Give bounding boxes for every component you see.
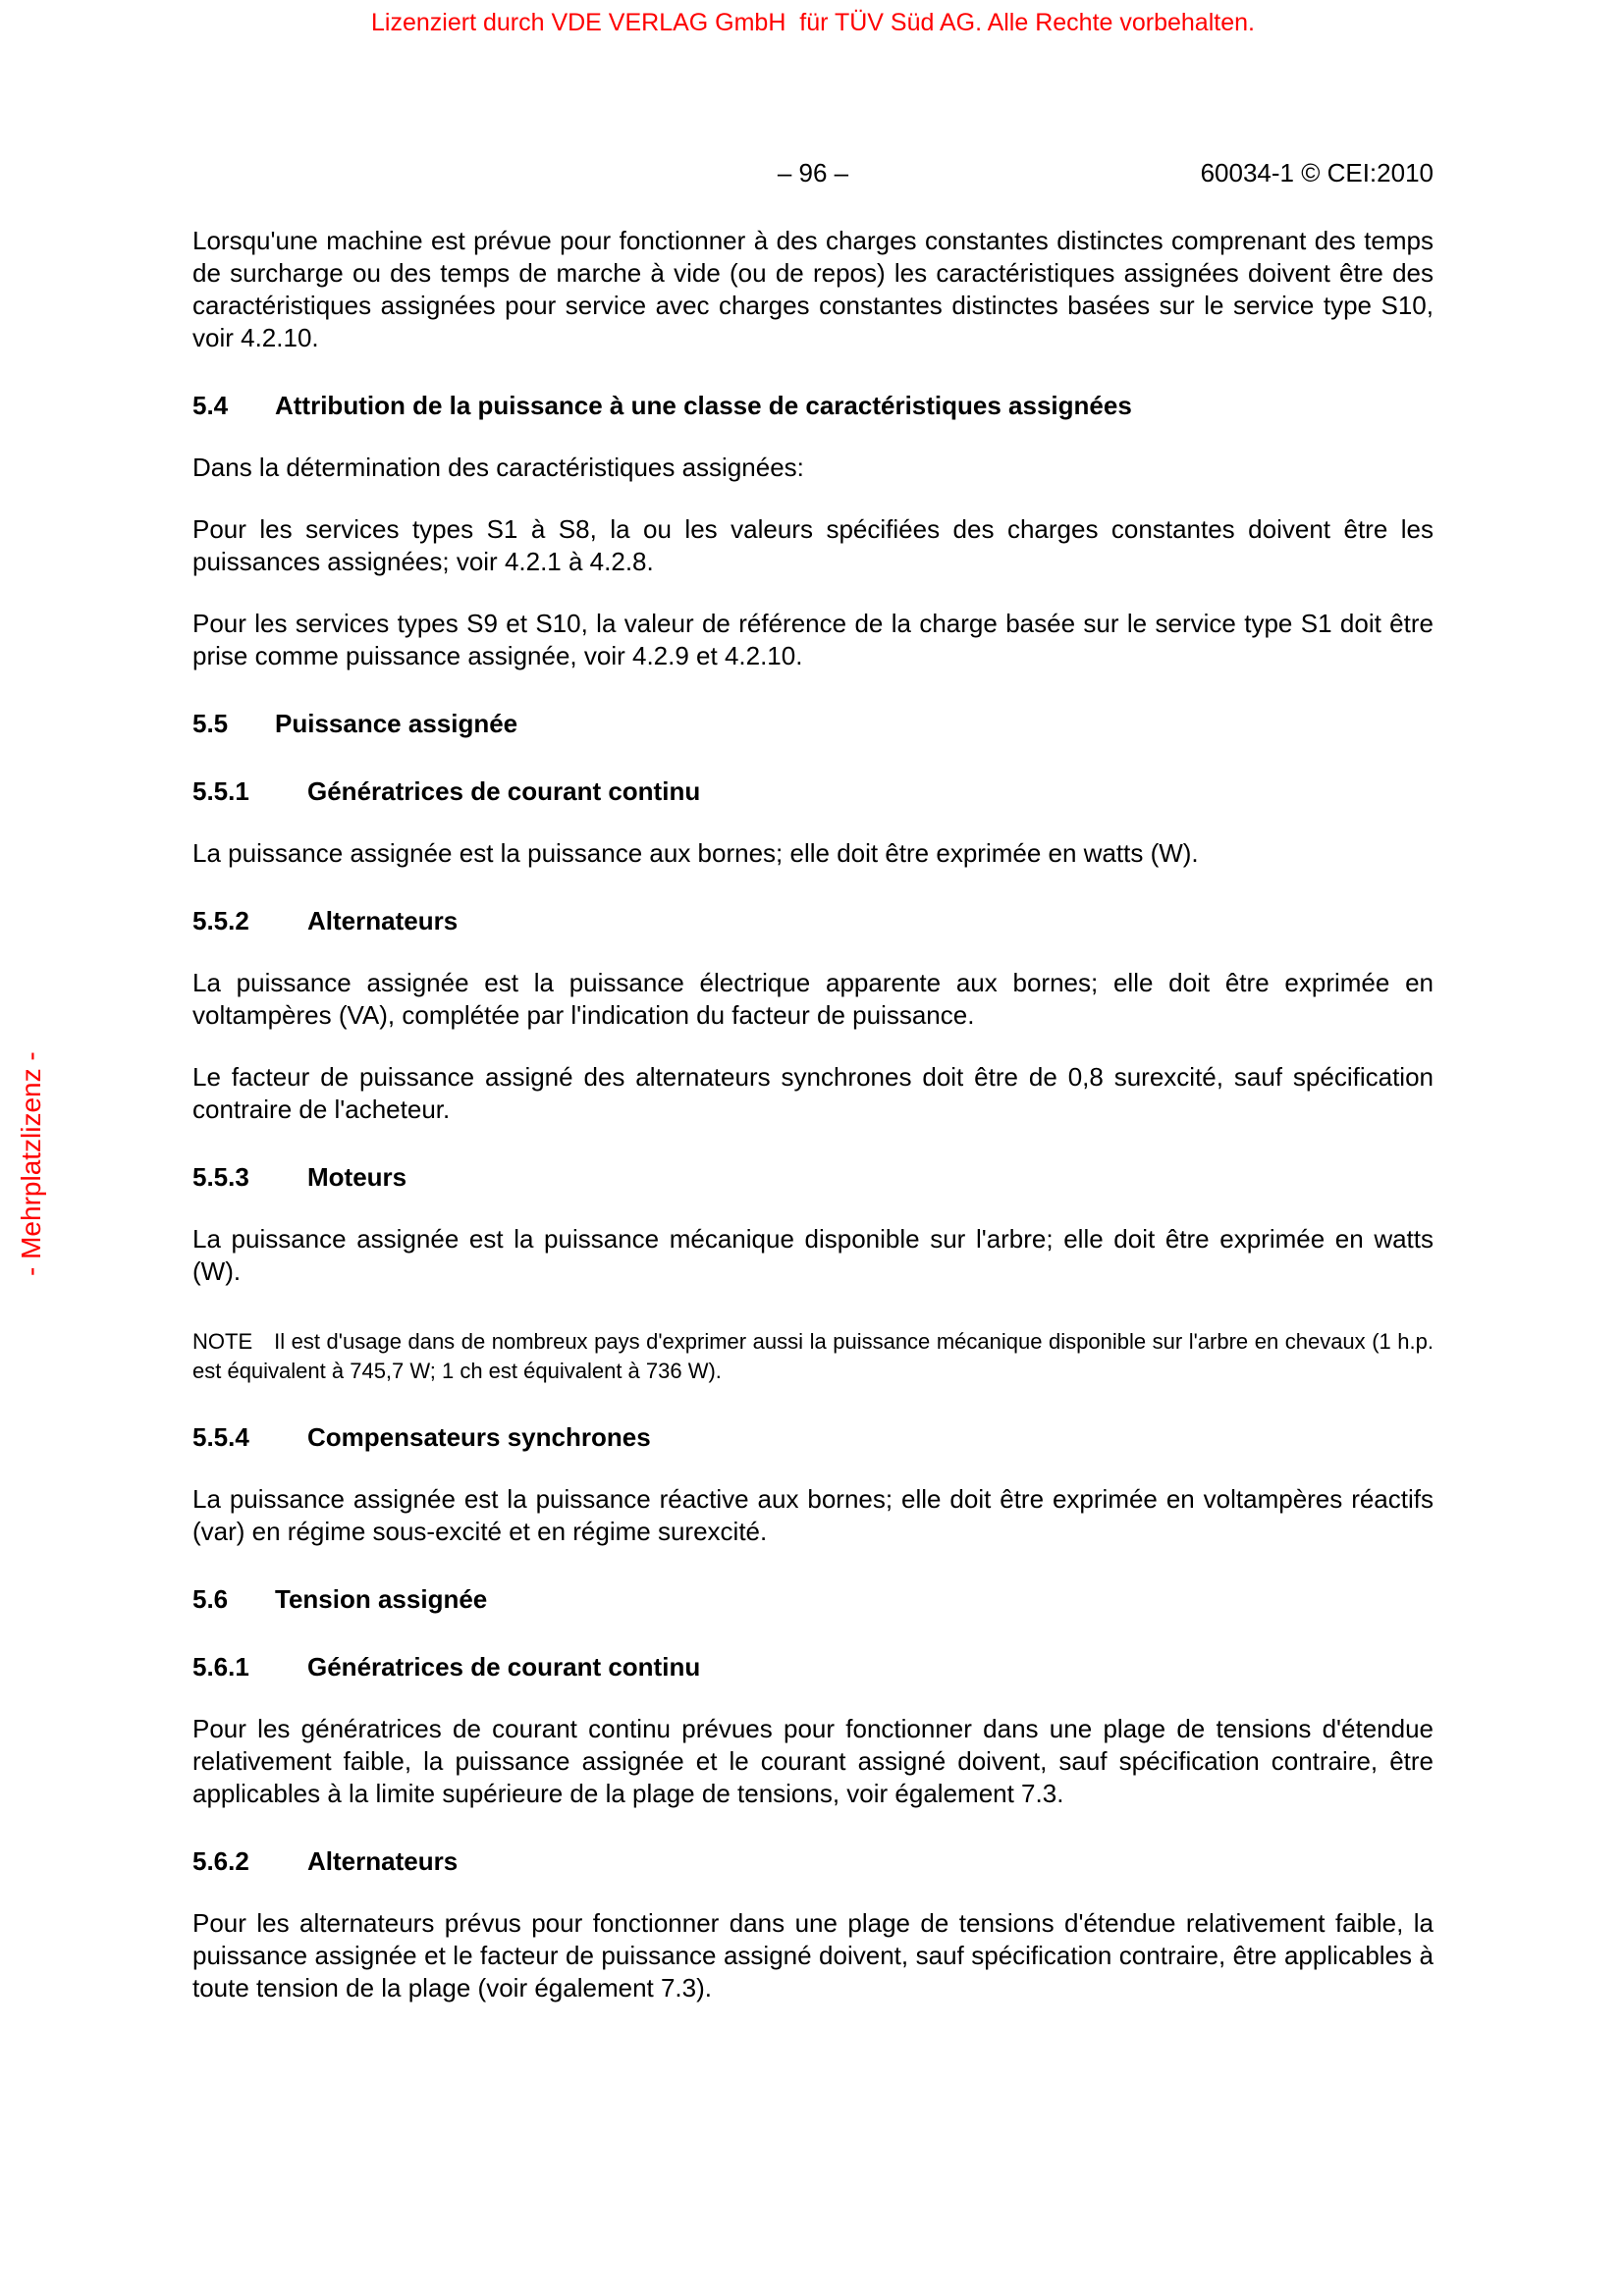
section-number: 5.5.2 (192, 906, 249, 935)
section-heading (192, 1845, 1434, 1878)
paragraph: La puissance assignée est la puissance aux bornes; elle doit être exprimée en watts (W). (192, 838, 1199, 868)
section-title: Puissance assignée (275, 709, 518, 738)
paragraph: La puissance assignée est la puissance électrique apparente aux bornes; elle doit être exprimée en voltampères (VA), complétée par l'indication du facteur de puissance. (192, 968, 1434, 1030)
paragraph: Dans la détermination des caractéristiques assignées: (192, 453, 804, 482)
paragraph: Le facteur de puissance assigné des alternateurs synchrones doit être de 0,8 surexcité, sauf spécification contraire de l'acheteur. (192, 1062, 1434, 1124)
section-heading (192, 1161, 1434, 1194)
page-header (192, 157, 1434, 189)
note-block: NOTE Il est d'usage dans de nombreux pays d'exprimer aussi la puissance mécanique disponible sur l'arbre en chevaux (1 h.p. est équivalent à 745,7 W; 1 ch est équivalent à 736 W). (192, 1329, 1434, 1383)
page-number: – 96 – (777, 158, 849, 187)
section-heading (192, 1651, 1434, 1683)
section-heading (192, 390, 1434, 422)
paragraph: Pour les génératrices de courant continu prévues pour fonctionner dans une plage de tensions d'étendue relativement faible, la puissance assignée et le courant assigné doivent, sauf spécification contraire, être applicables à la limite supérieure de la plage de tensions, voir également 7.3. (192, 1714, 1434, 1808)
section-number: 5.5 (192, 709, 229, 738)
license-notice: Lizenziert durch VDE VERLAG GmbH für TÜV Süd AG. Alle Rechte vorbehalten. (371, 9, 1255, 36)
paragraph: Pour les alternateurs prévus pour fonctionner dans une plage de tensions d'étendue relativement faible, la puissance assignée et le facteur de puissance assigné doivent, sauf spécification contraire, être applicables à toute tension de la plage (voir également 7.3). (192, 1908, 1434, 2002)
content-column (192, 0, 1434, 2004)
section-number: 5.5.3 (192, 1162, 249, 1192)
section-heading (192, 708, 1434, 740)
paragraph: Pour les services types S9 et S10, la valeur de référence de la charge basée sur le service type S1 doit être prise comme puissance assignée, voir 4.2.9 et 4.2.10. (192, 609, 1434, 670)
paragraph: La puissance assignée est la puissance mécanique disponible sur l'arbre; elle doit être exprimée en watts (W). (192, 1224, 1434, 1286)
section-title: Génératrices de courant continu (307, 1652, 701, 1682)
section-heading (192, 905, 1434, 937)
section-number: 5.5.4 (192, 1422, 249, 1452)
multi-seat-license-watermark: - Mehrplatzlizenz - (16, 1051, 46, 1276)
section-title: Moteurs (307, 1162, 407, 1192)
section-title: Attribution de la puissance à une classe de caractéristiques assignées (275, 391, 1132, 420)
section-heading (192, 775, 1434, 808)
section-title: Alternateurs (307, 906, 459, 935)
section-title: Génératrices de courant continu (307, 776, 701, 806)
section-number: 5.6 (192, 1584, 229, 1614)
section-heading (192, 1421, 1434, 1454)
section-title: Tension assignée (275, 1584, 488, 1614)
document-body (192, 225, 1434, 2004)
section-title: Compensateurs synchrones (307, 1422, 651, 1452)
section-number: 5.6.2 (192, 1846, 249, 1876)
paragraph: La puissance assignée est la puissance réactive aux bornes; elle doit être exprimée en voltampères réactifs (var) en régime sous-excité et en régime surexcité. (192, 1484, 1434, 1546)
section-title: Alternateurs (307, 1846, 459, 1876)
section-number: 5.5.1 (192, 776, 249, 806)
section-number: 5.6.1 (192, 1652, 249, 1682)
document-reference: 60034-1 © CEI:2010 (1200, 158, 1434, 187)
paragraph: Pour les services types S1 à S8, la ou les valeurs spécifiées des charges constantes doivent être les puissances assignées; voir 4.2.1 à 4.2.8. (192, 514, 1434, 576)
section-number: 5.4 (192, 391, 229, 420)
paragraph: Lorsqu'une machine est prévue pour fonctionner à des charges constantes distinctes comprenant des temps de surcharge ou des temps de marche à vide (ou de repos) les caractéristiques assignées doivent être des caractéristiques assignées pour service avec charges constantes distinctes basées sur le service type S10, voir 4.2.10. (192, 226, 1434, 352)
section-heading (192, 1583, 1434, 1616)
note-label: NOTE (192, 1329, 253, 1354)
